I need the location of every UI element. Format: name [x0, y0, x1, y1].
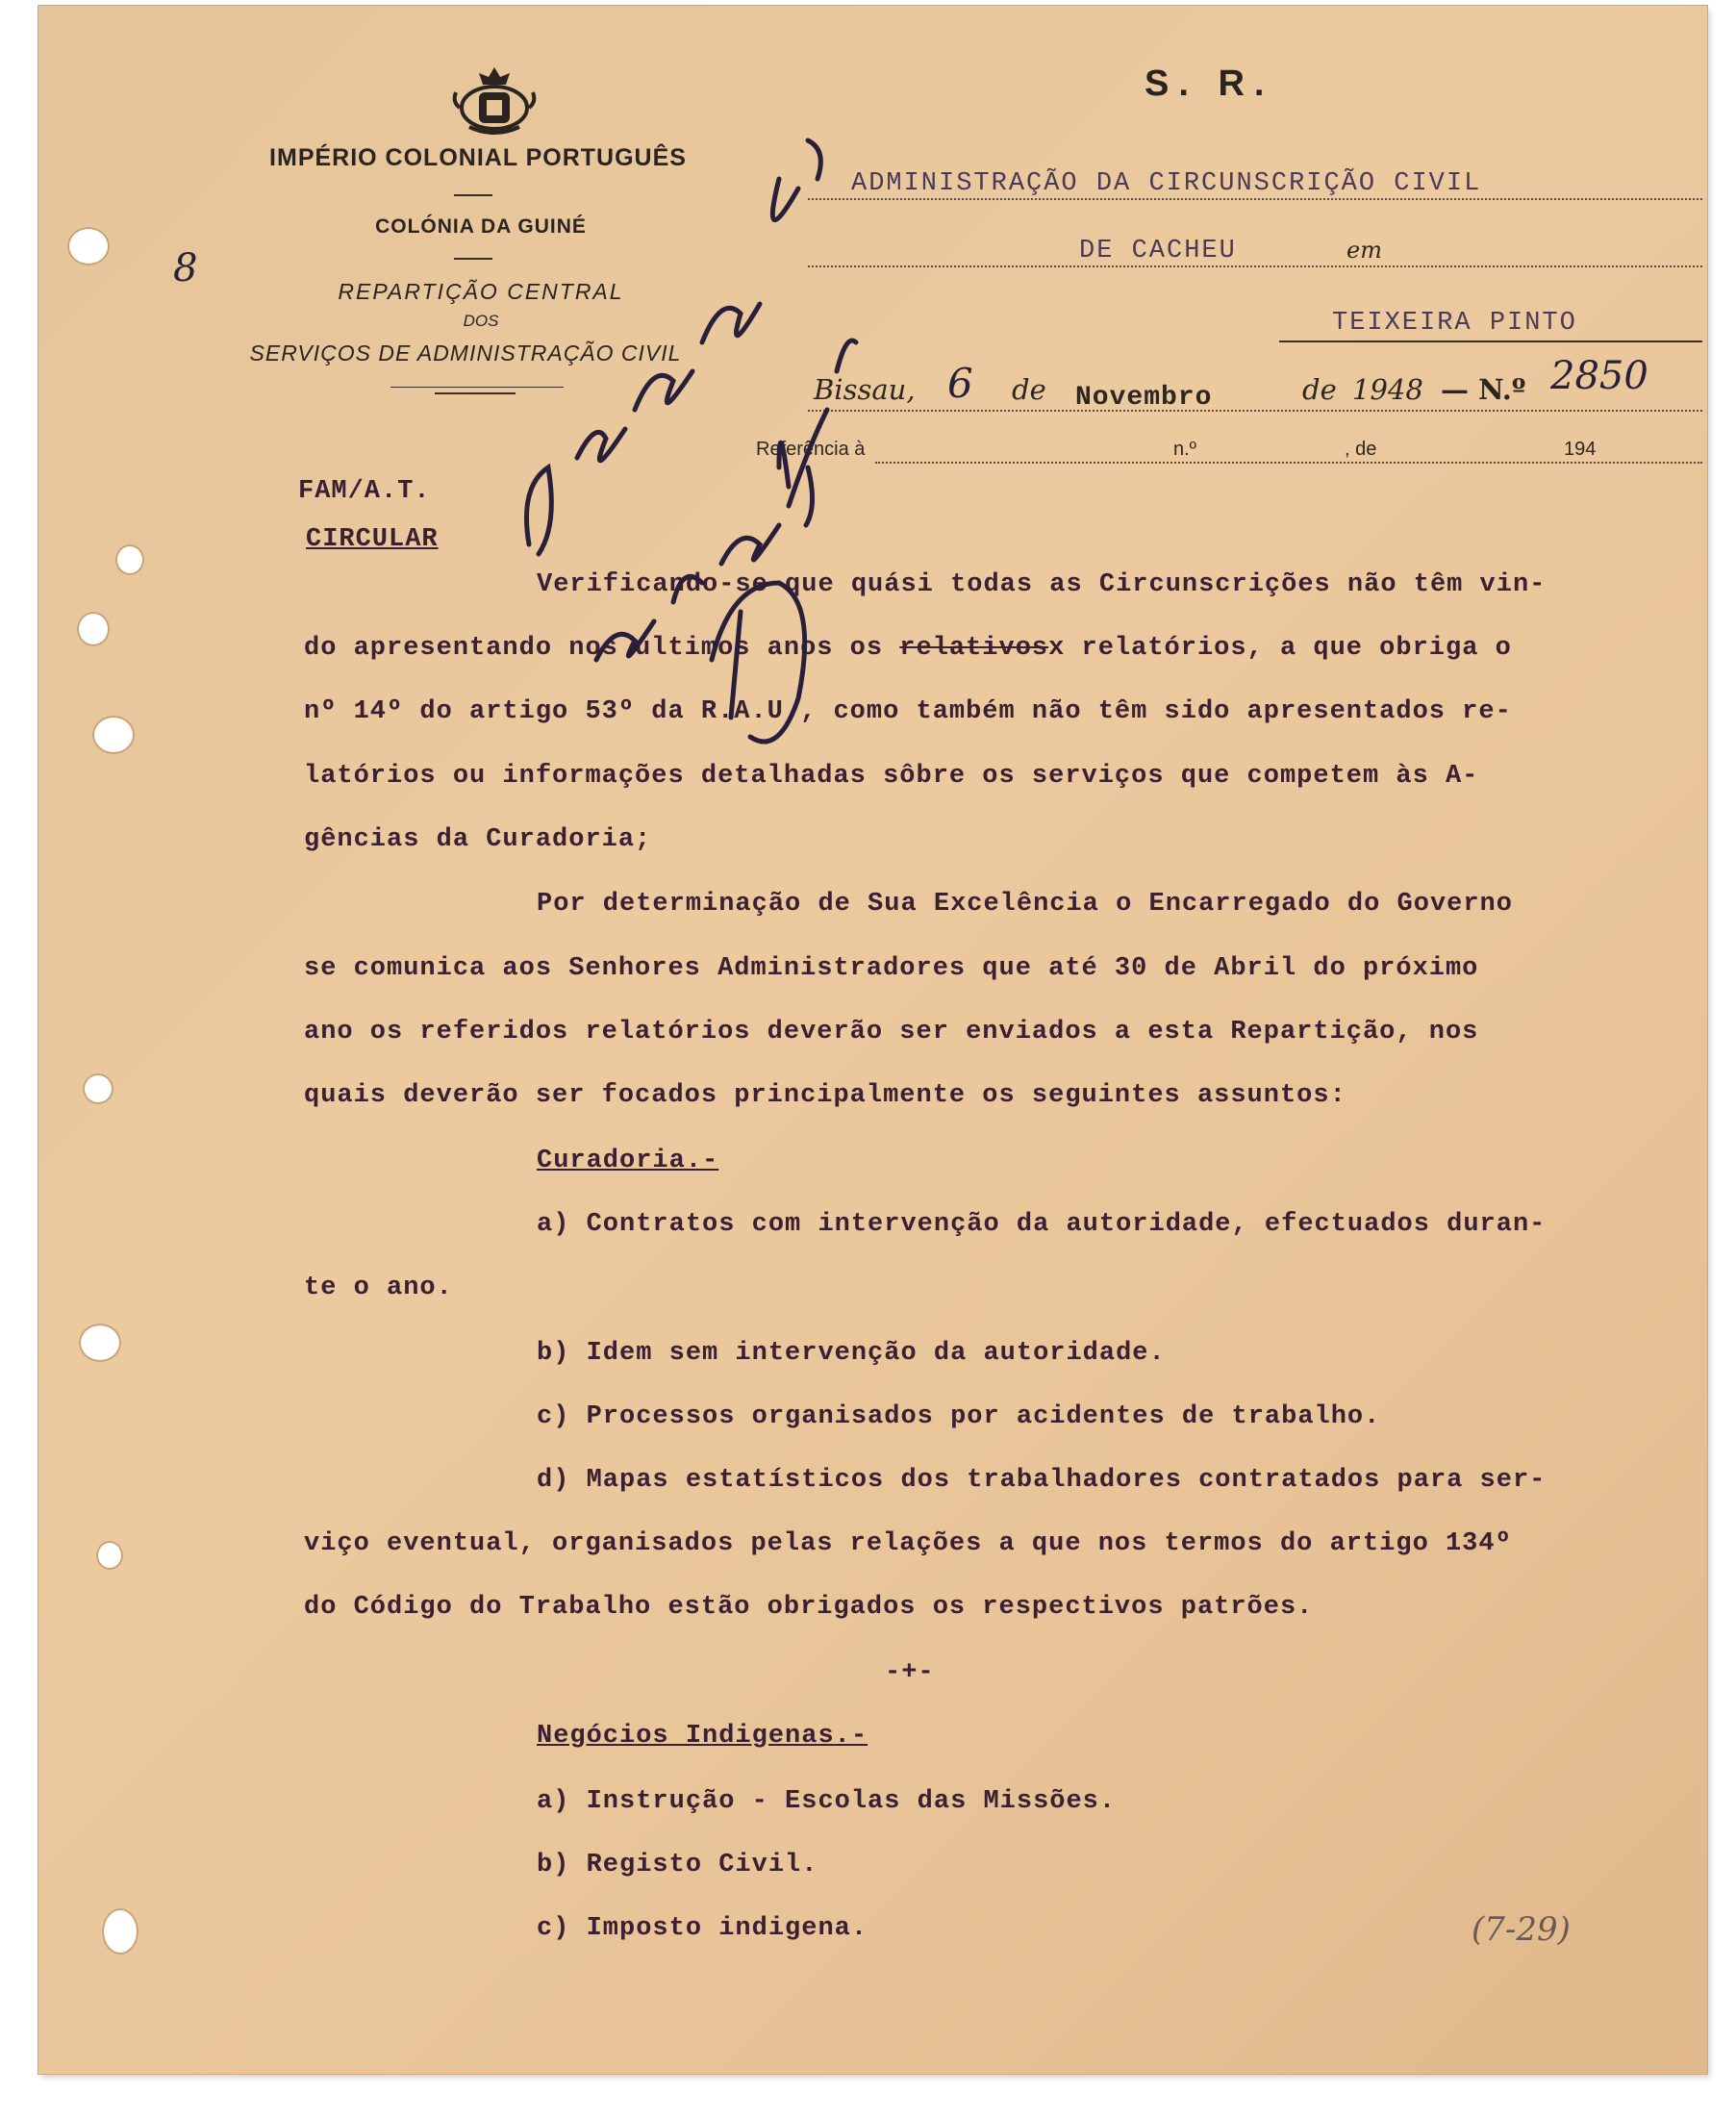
body-line [304, 634, 1512, 663]
reference-de-label: , de [1345, 439, 1377, 460]
list-item: a) Instrução - Escolas das Missões. [537, 1787, 1117, 1816]
addressee-line3: TEIXEIRA PINTO [1332, 309, 1577, 338]
body-line: se comunica aos Senhores Administradores que até 30 de Abril do próximo [304, 954, 1479, 983]
day-value: 6 [947, 360, 973, 407]
body-line: ano os referidos relatórios deverão ser enviados a esta Repartição, nos [304, 1018, 1479, 1047]
punch-hole [102, 1908, 138, 1955]
addressee-line1: ADMINISTRAÇÃO DA CIRCUNSCRIÇÃO CIVIL [851, 169, 1482, 198]
document-page [38, 6, 1707, 2074]
body-line: nº 14º do artigo 53º da R.A.U., como também não têm sido apresentados re- [304, 697, 1512, 726]
punch-hole [77, 612, 110, 646]
list-item: b) Registo Civil. [537, 1851, 818, 1879]
addressee-line2: DE CACHEU [1079, 237, 1237, 265]
body-line: latórios ou informações detalhadas sôbre os serviços que competem às A- [304, 762, 1479, 791]
body-line: Verificando-se que quási todas as Circunscrições não têm vin- [537, 570, 1547, 599]
punch-hole [115, 544, 144, 575]
margin-mark: 8 [173, 246, 198, 290]
document-number: 2850 [1550, 354, 1648, 398]
address-rule [808, 265, 1702, 267]
punch-hole [79, 1324, 121, 1362]
list-item: b) Idem sem intervenção da autoridade. [537, 1339, 1166, 1368]
month-value: Novembro [1075, 383, 1213, 413]
place-label: Bissau, [814, 373, 916, 406]
punch-hole [92, 716, 135, 754]
list-item: do Código do Trabalho estão obrigados os respectivos patrões. [304, 1593, 1314, 1622]
date-de-label: de [1012, 373, 1046, 406]
list-item: c) Processos organisados por acidentes de trabalho. [537, 1402, 1381, 1431]
body-line: quais deverão ser focados principalmente os seguintes assuntos: [304, 1081, 1346, 1110]
body-line-part: x relatórios, a que obriga o [1048, 634, 1512, 663]
year-value: 1948 [1352, 373, 1423, 406]
sr-mark: S. R. [1145, 63, 1274, 104]
list-item: c) Imposto indigena. [537, 1914, 868, 1943]
reference-code: FAM/A.T. [298, 477, 431, 506]
archive-reference: (7-29) [1472, 1910, 1571, 1949]
department-line1: REPARTIÇÃO CENTRAL [338, 279, 624, 304]
list-item: viço eventual, organisados pelas relações a que nos termos do artigo 134º [304, 1529, 1512, 1558]
list-item: te o ano. [304, 1274, 453, 1302]
handwritten-annotation-signature [491, 121, 894, 775]
reference-rule [875, 462, 1702, 464]
date-rule [808, 410, 1702, 412]
reference-label: Referência à [756, 439, 866, 460]
divider [454, 258, 492, 260]
section-heading-curadoria: Curadoria.- [537, 1147, 719, 1175]
department-line3: SERVIÇOS DE ADMINISTRAÇÃO CIVIL [249, 341, 682, 366]
body-line: gências da Curadoria; [304, 825, 652, 854]
list-item: a) Contratos com intervenção da autoridade, efectuados duran- [537, 1210, 1547, 1239]
department-line2: DOS [463, 312, 499, 330]
body-line: Por determinação de Sua Excelência o Encarregado do Governo [537, 890, 1513, 919]
punch-hole [83, 1073, 113, 1104]
section-heading-negocios: Negócios Indigenas.- [537, 1722, 868, 1751]
body-line-part: do apresentando nos últimos anos os [304, 634, 884, 663]
number-label: — N.º [1441, 373, 1526, 406]
address-rule [1279, 341, 1702, 342]
section-separator: -+- [885, 1658, 935, 1687]
struck-word: relativos [899, 634, 1049, 663]
reference-no-label: n.º [1173, 439, 1196, 460]
punch-hole [67, 227, 110, 265]
reference-year-label: 194 [1564, 439, 1597, 460]
divider [454, 194, 492, 196]
colony-heading: COLÓNIA DA GUINÉ [375, 215, 587, 238]
address-rule [808, 198, 1702, 200]
list-item: d) Mapas estatísticos dos trabalhadores contratados para ser- [537, 1466, 1547, 1495]
punch-hole [96, 1541, 123, 1570]
date-de-label: de [1302, 373, 1337, 406]
circular-label: CIRCULAR [306, 525, 439, 554]
empire-heading: IMPÉRIO COLONIAL PORTUGUÊS [269, 144, 687, 171]
em-label: em [1346, 237, 1382, 264]
